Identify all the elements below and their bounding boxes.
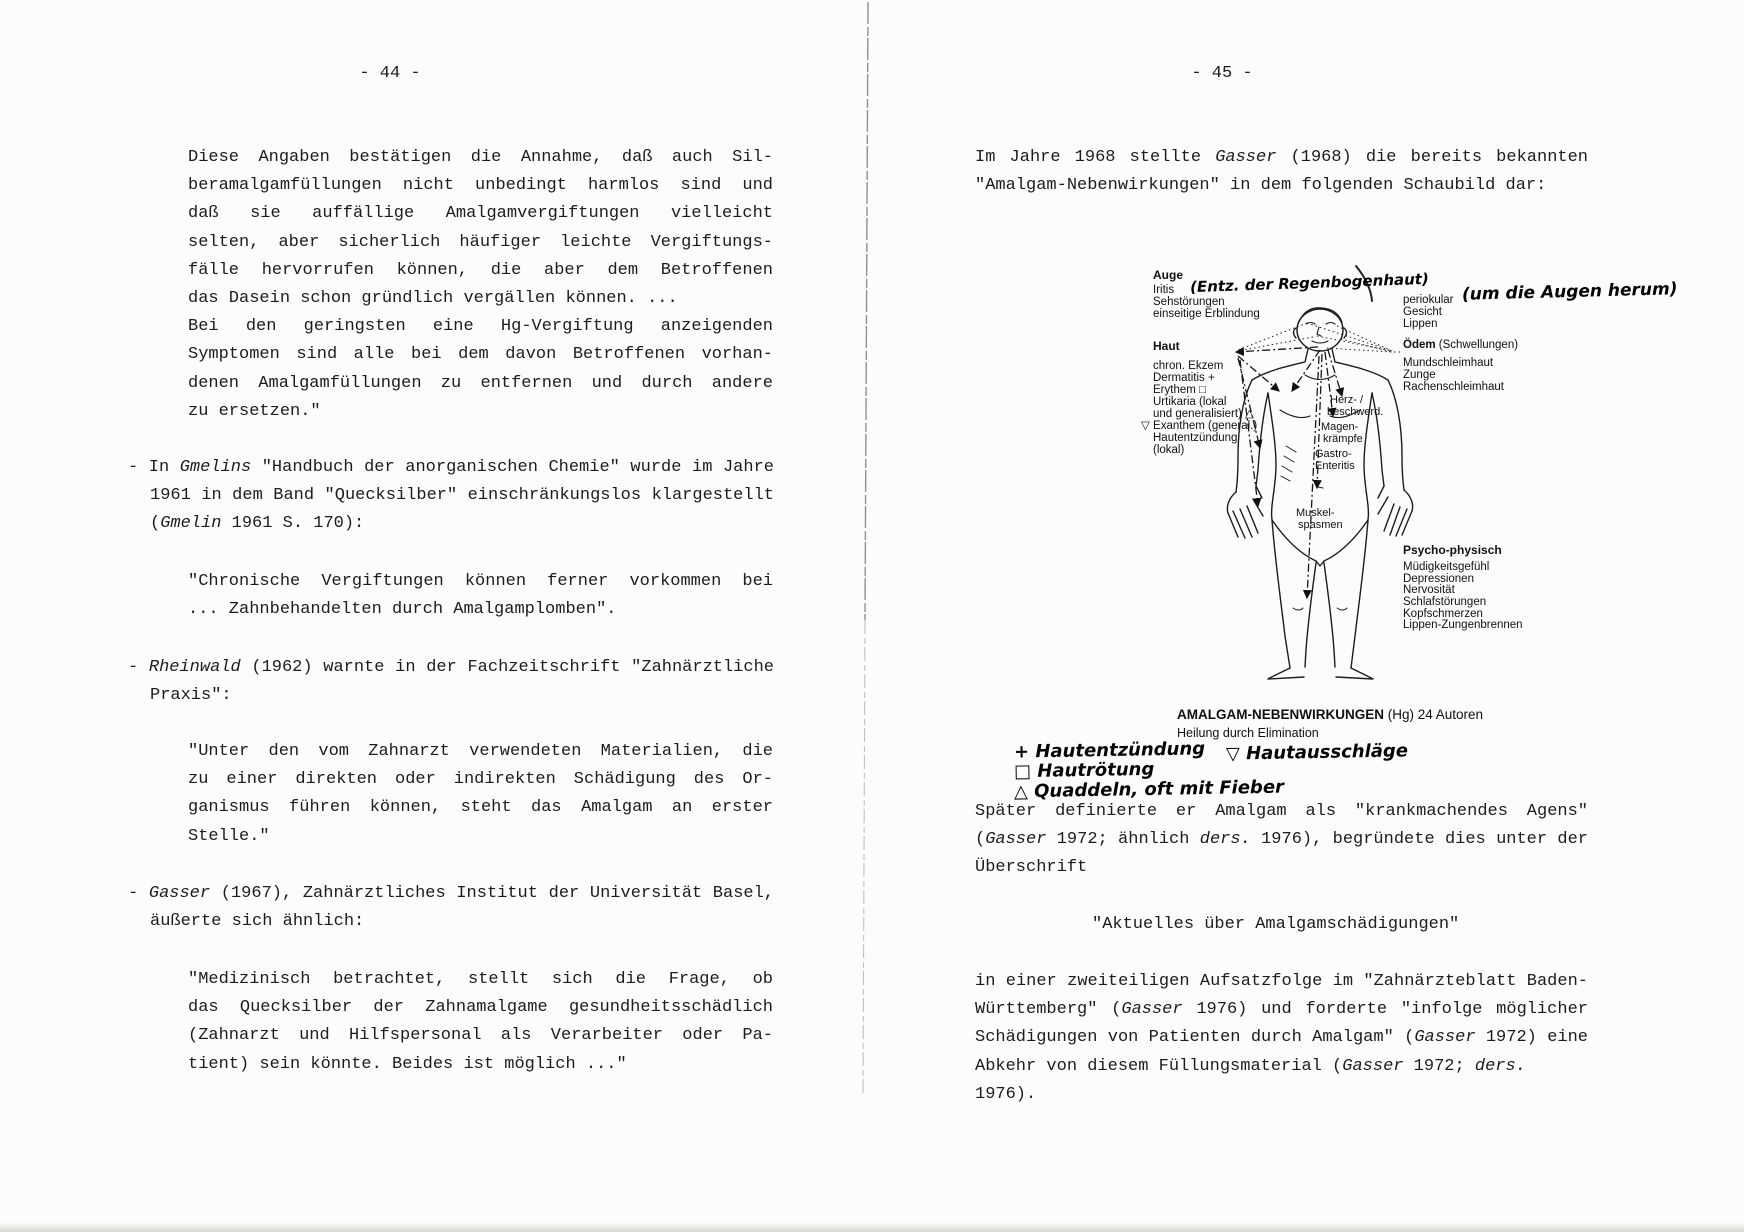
text-line: Symptomen sind alle bei dem davon Betroffenen vorhan- [188,345,773,365]
diagram-label-item: Mundschleimhaut [1403,357,1494,369]
label-auge-header: Auge [1153,268,1183,282]
text-line: denen Amalgamfüllungen zu entfernen und durch andere [188,373,773,393]
bullet-item-gmelin [128,454,774,539]
diagram-label-item: Gesicht [1403,306,1442,318]
text-line: beramalgamfüllungen nicht unbedingt harmlos sind und [188,176,773,196]
label-herz-2: beschwerd. [1327,406,1384,418]
handwriting-legend-hautroetung: □ Hautrötung [1013,758,1155,783]
label-gastro-1: Gastro- [1315,448,1352,460]
quote-block-2 [188,568,773,624]
paragraph-spaeter [975,798,1588,883]
diagram-label-item: Nervosität [1403,584,1455,597]
text-line: "Unter den vom Zahnarzt verwendeten Materialien, die [188,742,773,761]
handwriting-legend-quaddeln: △ Quaddeln, oft mit Fieber [1013,776,1285,803]
text-line: Im Jahre 1968 stellte Gasser (1968) die bereits bekannten [975,148,1588,167]
label-list-haut [1153,360,1254,420]
text-line: Stelle." [188,826,270,846]
label-list-auge [1153,296,1260,320]
label-gastro-2: Enteritis [1315,460,1355,472]
text-line: Bei den geringsten eine Hg-Vergiftung anzeigenden [188,317,773,337]
handwriting-legend-hautausschlaege: ▽ Hautausschläge [1225,740,1409,765]
diagram-label-item: Lippen-Zungenbrennen [1403,619,1523,632]
label-magen-1: Magen- [1321,421,1359,433]
label-oedem-bold: Ödem [1403,339,1436,351]
label-oedem-rest: (Schwellungen) [1435,339,1519,351]
text-line: das Dasein schon gründlich vergällen können. ... [188,289,678,309]
text-line: Überschrift [975,858,1088,878]
handwriting-iritis-note: (Entz. der Regenbogenhaut) [1189,269,1430,297]
text-line: fälle hervorrufen können, die aber dem Betroffenen [188,260,773,280]
diagram-label-item: Sehstörungen [1153,296,1225,308]
text-line: (Gmelin 1961 S. 170): [150,514,365,534]
label-list-mund [1403,357,1504,394]
paragraph-aufsatzfolge [975,968,1588,1109]
label-iritis: Iritis [1153,284,1175,296]
diagram-label-item: Hautentzündung [1153,432,1238,444]
label-muskel-2: spasmen [1298,519,1343,531]
label-oedem [1403,339,1518,351]
text-line: "Medizinisch betrachtet, stellt sich die Frage, ob [188,970,773,989]
diagram-label-item: Depressionen [1403,572,1474,585]
text-line: Abkehr von diesem Füllungsmaterial (Gasser 1972; ders. 1976). [975,1056,1526,1104]
text-line: "Chronische Vergiftungen können ferner vorkommen bei [188,572,773,591]
label-muskel-1: Muskel- [1296,507,1335,519]
label-magen-2: krämpfe [1323,433,1363,445]
diagram-label-item: Urtikaria (lokal [1153,396,1227,408]
bullet-item-rheinwald [128,654,774,710]
bullet-item-gasser [128,880,774,936]
diagram-caption-line1 [1177,709,1483,721]
text-line: selten, aber sicherlich häufiger leichte Vergiftungs- [188,232,773,252]
text-line: (Zahnarzt und Hilfspersonal als Verarbeiter oder Pa- [188,1026,773,1046]
text-line: Später definierte er Amalgam als "krankmachendes Agens" [975,802,1588,821]
label-psycho-header: Psycho-physisch [1403,543,1502,557]
diagram-label-item: (lokal) [1153,444,1185,456]
diagram-caption-rest: (Hg) 24 Autoren [1383,707,1484,722]
intro-paragraph [975,144,1588,200]
label-list-haut2 [1153,432,1237,456]
page-number-left: - 44 - [359,64,421,83]
diagram-caption-bold: AMALGAM-NEBENWIRKUNGEN [1177,707,1384,722]
text-line: 1961 in dem Band "Quecksilber" einschränkungslos klargestellt [150,486,774,506]
handwriting-periokular-note: (um die Augen herum) [1461,279,1678,305]
text-line: ganismus führen können, steht das Amalgam an erster [188,798,773,818]
text-line: Schädigungen von Patienten durch Amalgam" (Gasser 1972) eine [975,1028,1589,1048]
handwriting-legend-hautentzuendung: + Hautentzündung [1013,738,1206,763]
text-line: "Amalgam-Nebenwirkungen" in dem folgenden Schaubild dar: [975,176,1547,196]
diagram-label-item: chron. Ekzem [1153,360,1224,372]
label-list-psycho [1403,561,1523,631]
label-exanthem: ▽ Exanthem (general.) [1141,420,1258,432]
text-line: daß sie auffällige Amalgamvergiftungen vielleicht [188,204,773,224]
diagram-label-item: Dermatitis + [1153,372,1215,384]
text-line: zu ersetzen." [188,401,321,421]
text-line: - In Gmelins "Handbuch der anorganischen Chemie" wurde im Jahre [128,458,774,477]
text-line: Praxis": [150,686,232,706]
text-line: - Gasser (1967), Zahnärztliches Institut der Universität Basel, [128,884,774,903]
text-line: das Quecksilber der Zahnamalgame gesundheitsschädlich [188,998,773,1018]
label-list-gesicht [1403,306,1442,330]
diagram-label-item: Erythem □ [1153,384,1206,396]
diagram-label-item: und generalisiert) △ [1153,408,1254,420]
text-line: (Gasser 1972; ähnlich ders. 1976), begründete dies unter der [975,830,1588,850]
text-line: in einer zweiteiligen Aufsatzfolge im "Zahnärzteblatt Baden- [975,972,1588,991]
text-line: tient) sein könnte. Beides ist möglich ..." [188,1054,627,1074]
text-line: ... Zahnbehandelten durch Amalgamplomben". [188,600,617,620]
quote-block-3 [188,738,773,851]
text-line: Württemberg" (Gasser 1976) und forderte "infolge möglicher [975,1000,1588,1020]
diagram-label-item: Kopfschmerzen [1403,607,1483,620]
quote-block-4 [188,966,773,1079]
diagram-label-item: Zunge [1403,369,1436,382]
diagram-label-item: Müdigkeitsgefühl [1403,561,1490,573]
scan-bottom-edge [0,1222,1744,1232]
label-herz-1: Herz- / [1330,394,1363,406]
diagram-caption-line2: Heilung durch Elimination [1177,726,1319,740]
label-periokular: periokular [1403,294,1454,306]
text-line: zu einer direkten oder indirekten Schädigung des Or- [188,770,773,790]
diagram-label-item: einseitige Erblindung [1153,308,1260,321]
quote-block-1 [188,144,773,426]
text-line: Diese Angaben bestätigen die Annahme, daß auch Sil- [188,148,773,167]
centered-heading-quote: "Aktuelles über Amalgamschädigungen" [1092,915,1460,934]
diagram-label-item: Rachenschleimhaut [1403,381,1505,394]
diagram-label-item: Schlafstörungen [1403,596,1487,609]
text-line: äußerte sich ähnlich: [150,912,365,932]
diagram-label-item: Lippen [1403,318,1438,331]
text-line: - Rheinwald (1962) warnte in der Fachzeitschrift "Zahnärztliche [128,658,774,677]
page-number-right: - 45 - [1191,64,1253,83]
label-haut-header: Haut [1153,339,1180,353]
